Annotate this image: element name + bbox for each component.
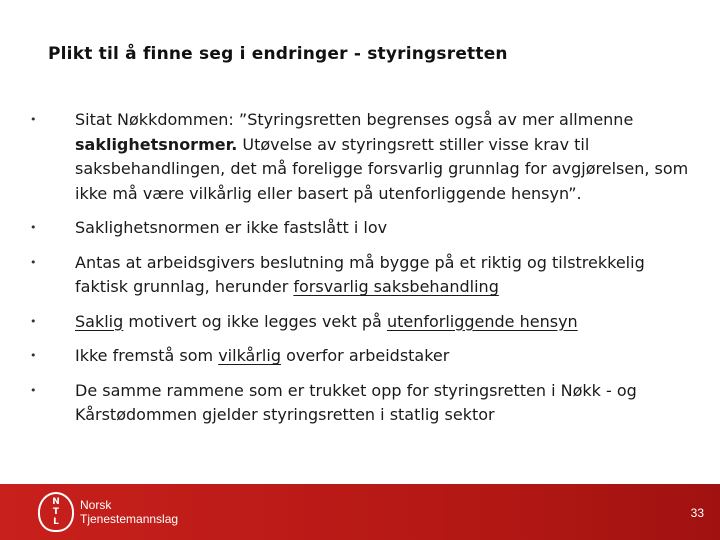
bullet-text: Utøvelse av styringsrett stiller visse krav til saksbehandlingen, det må foreligge forsvarlig grunnlag for avgjørelsen, som ikke må være vilkårlig eller basert på utenforliggende hensyn”.	[75, 134, 689, 203]
bullet-text: Ikke fremstå som	[75, 346, 219, 365]
organization-name-line2: Tjenestemannslag	[80, 512, 179, 526]
logo-letter-n: N	[52, 497, 60, 507]
underlined-term: Saklig	[75, 311, 124, 331]
footer-bar	[0, 484, 720, 540]
bullet-item	[30, 216, 690, 241]
logo-letter-l: L	[53, 517, 59, 527]
bullet-marker: •	[30, 113, 37, 126]
bullet-text: Saklighetsnormen er ikke fastslått i lov	[75, 218, 388, 237]
organization-name	[80, 498, 178, 526]
bullet-marker: •	[30, 349, 37, 362]
bullet-item	[30, 344, 690, 369]
bullet-text: overfor arbeidstaker	[280, 346, 450, 365]
ntl-logo	[38, 492, 178, 532]
underlined-term: vilkårlig	[218, 346, 281, 365]
organization-name-line1: Norsk	[80, 498, 112, 512]
bullet-item	[30, 310, 690, 335]
slide-title: Plikt til å finne seg i endringer - styringsretten	[48, 44, 508, 64]
page-number: 33	[690, 506, 704, 520]
bullet-item	[30, 379, 690, 428]
bullet-item	[30, 108, 690, 206]
underlined-term: forsvarlig saksbehandling	[293, 277, 499, 296]
bullet-text: Sitat Nøkkdommen: ”Styringsretten begrenses også av mer allmenne	[75, 110, 634, 129]
bold-term: saklighetsnormer.	[75, 134, 238, 154]
bullet-text: motivert og ikke legges vekt på	[123, 311, 387, 331]
bullet-marker: •	[30, 383, 37, 397]
bullet-text: De samme rammene som er trukket opp for styringsretten i Nøkk - og Kårstødommen gjelder styringsretten i statlig sektor	[75, 380, 637, 424]
bullet-marker: •	[30, 221, 37, 234]
bullet-marker: •	[30, 255, 37, 269]
bullet-marker: •	[30, 314, 37, 328]
ntl-logo-icon	[38, 492, 74, 532]
bullet-item	[30, 251, 690, 300]
logo-letter-t: T	[52, 507, 60, 517]
underlined-term: utenforliggende hensyn	[386, 311, 578, 331]
bullet-list	[30, 108, 690, 438]
bullet-text: Antas at arbeidsgivers beslutning må bygge på et riktig og tilstrekkelig faktisk grunnlag, herunder	[75, 252, 645, 296]
